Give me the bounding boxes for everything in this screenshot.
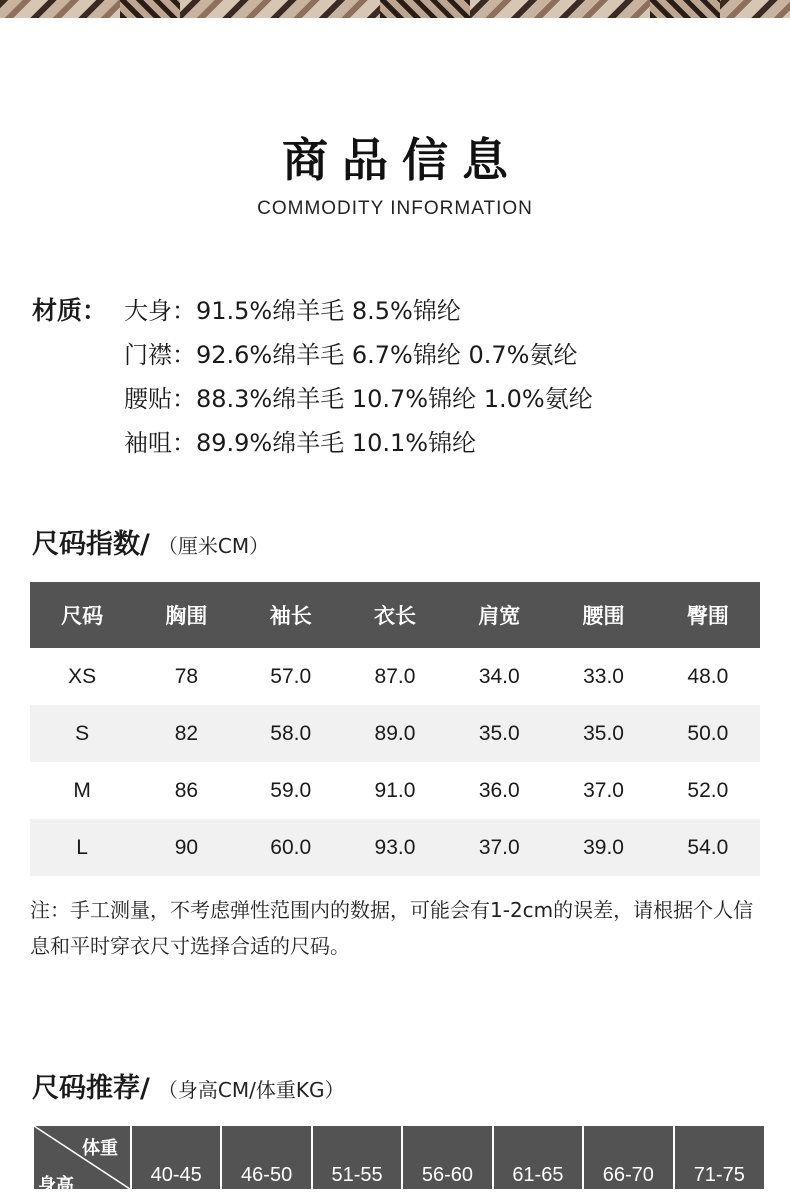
corner-height-label: 身高	[38, 1175, 74, 1195]
table-cell: 50.0	[656, 705, 760, 762]
table-cell: M	[30, 762, 134, 819]
recommend-title	[32, 1066, 344, 1105]
table-cell: 82	[134, 705, 238, 762]
column-header: 袖长	[239, 582, 343, 648]
table-cell: 87.0	[343, 648, 447, 705]
material-row: 大身：91.5%绵羊毛 8.5%锦纶	[124, 297, 461, 325]
size-recommend-table	[34, 1126, 764, 1195]
weight-column-header: 71-75	[674, 1126, 764, 1189]
table-cell: L	[30, 819, 134, 876]
size-chart-header-row	[30, 582, 760, 648]
knit-pattern	[650, 0, 720, 18]
page-title: 商品信息	[282, 133, 522, 187]
table-cell: 48.0	[656, 648, 760, 705]
recommend-header-row	[34, 1126, 764, 1189]
column-header: 肩宽	[447, 582, 551, 648]
weight-column-header: 51-55	[312, 1126, 402, 1189]
table-cell: 78	[134, 648, 238, 705]
table-cell: XS	[30, 648, 134, 705]
table-cell: 93.0	[343, 819, 447, 876]
recommend-unit: （身高CM/体重KG）	[157, 1078, 345, 1102]
product-photo-strip	[0, 0, 790, 18]
table-cell: 33.0	[551, 648, 655, 705]
weight-column-header: 40-45	[131, 1126, 221, 1189]
corner-header	[34, 1126, 131, 1195]
column-header: 衣长	[343, 582, 447, 648]
table-row	[30, 705, 760, 762]
table-cell: 52.0	[656, 762, 760, 819]
table-cell: 90	[134, 819, 238, 876]
knit-pattern	[380, 0, 470, 18]
table-cell: 91.0	[343, 762, 447, 819]
column-header: 腰围	[551, 582, 655, 648]
material-row: 腰贴：88.3%绵羊毛 10.7%锦纶 1.0%氨纶	[124, 385, 593, 413]
table-cell: 37.0	[447, 819, 551, 876]
table-cell: 58.0	[239, 705, 343, 762]
column-header: 胸围	[134, 582, 238, 648]
table-cell: 35.0	[447, 705, 551, 762]
table-cell: 89.0	[343, 705, 447, 762]
table-cell: 86	[134, 762, 238, 819]
size-chart-title	[32, 522, 269, 561]
material-row: 门襟：92.6%绵羊毛 6.7%锦纶 0.7%氨纶	[124, 341, 578, 369]
column-header: 尺码	[30, 582, 134, 648]
table-row	[30, 819, 760, 876]
weight-column-header: 56-60	[402, 1126, 492, 1189]
table-cell: 57.0	[239, 648, 343, 705]
weight-column-header: 66-70	[583, 1126, 673, 1189]
table-cell: 59.0	[239, 762, 343, 819]
weight-column-header: 46-50	[221, 1126, 311, 1189]
knit-pattern	[120, 0, 180, 18]
table-row	[30, 648, 760, 705]
section-header	[0, 132, 790, 220]
recommend-title-text: 尺码推荐/	[32, 1073, 150, 1104]
table-cell: 54.0	[656, 819, 760, 876]
table-cell: 36.0	[447, 762, 551, 819]
size-chart-unit: （厘米CM）	[157, 534, 270, 558]
table-cell: 35.0	[551, 705, 655, 762]
size-chart-title-text: 尺码指数/	[32, 529, 150, 560]
corner-weight-label: 体重	[82, 1138, 118, 1158]
table-cell: 34.0	[447, 648, 551, 705]
column-header: 臀围	[656, 582, 760, 648]
table-cell: 39.0	[551, 819, 655, 876]
table-cell: S	[30, 705, 134, 762]
weight-column-header: 61-65	[493, 1126, 583, 1189]
table-cell: 60.0	[239, 819, 343, 876]
table-row	[30, 762, 760, 819]
material-row: 袖咀：89.9%绵羊毛 10.1%锦纶	[124, 429, 477, 457]
table-cell: 37.0	[551, 762, 655, 819]
material-label: 材质：	[32, 296, 108, 325]
size-chart-table	[30, 582, 760, 876]
measurement-note: 注：手工测量，不考虑弹性范围内的数据，可能会有1-2cm的误差，请根据个人信息和平时穿衣尺寸选择合适的尺码。	[30, 898, 754, 958]
page-subtitle: COMMODITY INFORMATION	[257, 198, 533, 219]
